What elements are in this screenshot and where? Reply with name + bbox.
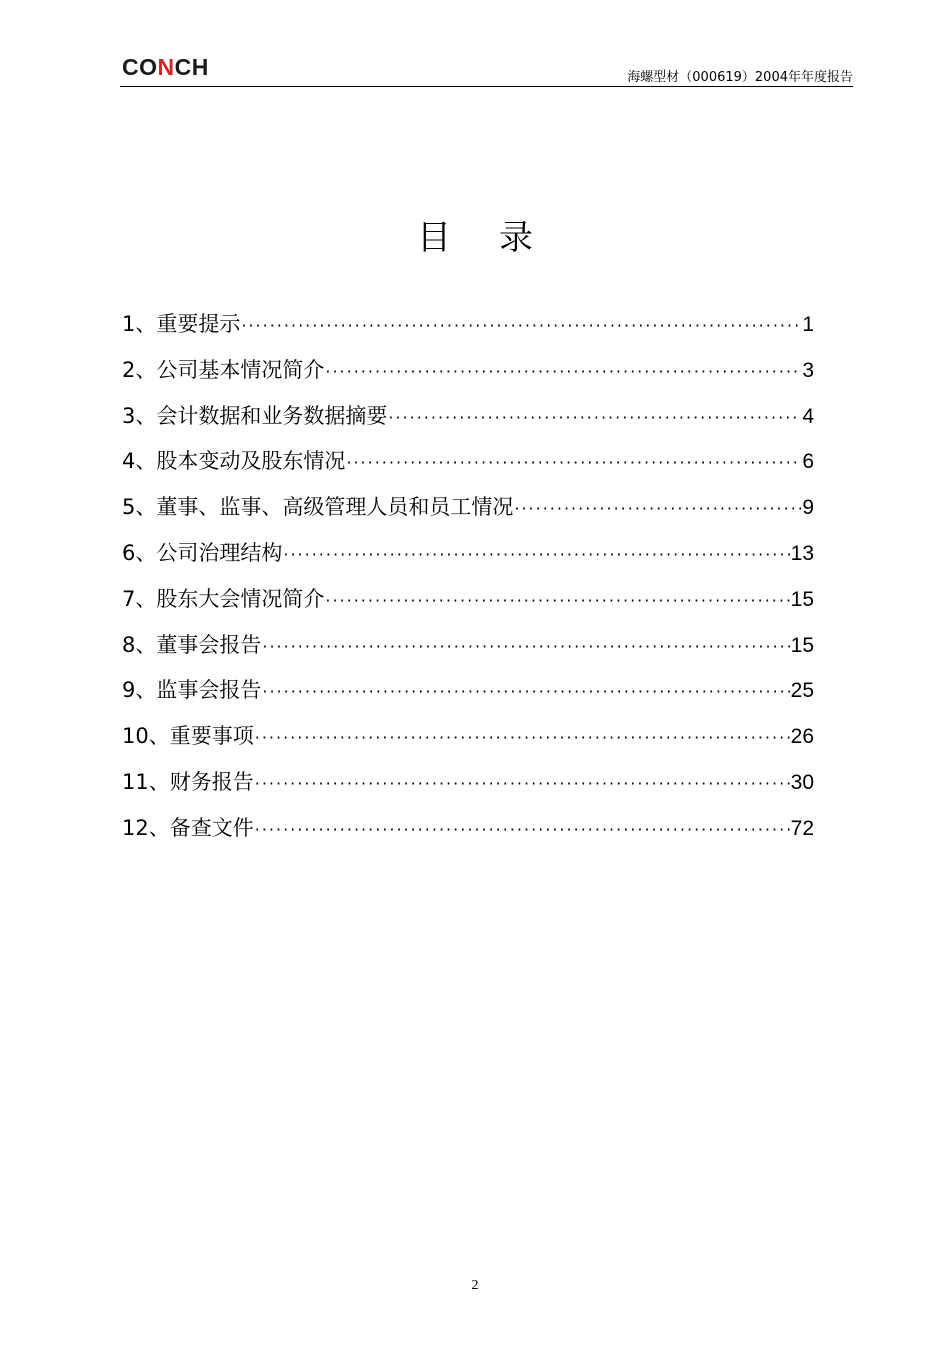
toc-entry[interactable] (122, 672, 814, 718)
toc-entry-page: 13 (790, 541, 814, 565)
toc-entry-page: 26 (790, 725, 814, 749)
toc-dot-leader (262, 674, 789, 710)
toc-entry-label: 5、董事、监事、高级管理人员和员工情况 (122, 495, 514, 520)
toc-entry-label: 7、股东大会情况简介 (122, 586, 325, 611)
toc-entry[interactable] (122, 581, 814, 627)
toc-entry[interactable] (122, 489, 814, 535)
toc-dot-leader (255, 812, 790, 848)
toc-dot-leader (346, 445, 801, 481)
toc-entry-page: 1 (802, 313, 814, 336)
toc-entry-label: 3、会计数据和业务数据摘要 (122, 403, 388, 428)
toc-entry-label: 1、重要提示 (122, 312, 241, 336)
toc-dot-leader (241, 308, 801, 344)
toc-dot-leader (325, 354, 801, 390)
table-of-contents (122, 306, 814, 856)
conch-logo (122, 54, 209, 81)
toc-entry[interactable] (122, 443, 814, 489)
page-number: 2 (471, 1278, 479, 1293)
toc-entry-label: 9、监事会报告 (122, 678, 262, 703)
toc-dot-leader (388, 400, 801, 436)
toc-entry-label: 11、财务报告 (122, 769, 254, 794)
toc-entry[interactable] (122, 718, 814, 764)
logo-text-suffix: CH (174, 54, 209, 80)
toc-dot-leader (283, 537, 789, 573)
toc-dot-leader (255, 720, 790, 756)
logo-text-accent: N (157, 54, 175, 80)
toc-entry[interactable] (122, 398, 814, 444)
toc-dot-leader (262, 629, 789, 665)
toc-entry-label: 10、重要事项 (122, 724, 254, 749)
toc-dot-leader (255, 766, 790, 802)
toc-entry-label: 12、备查文件 (122, 815, 254, 840)
toc-entry[interactable] (122, 627, 814, 673)
header-divider (120, 86, 853, 87)
toc-entry[interactable] (122, 306, 814, 352)
toc-entry[interactable] (122, 535, 814, 581)
report-header-title: 海螺型材（000619）2004年年度报告 (627, 70, 853, 85)
toc-title: 目录 (417, 218, 581, 258)
toc-entry-label: 8、董事会报告 (122, 632, 262, 657)
toc-entry-label: 2、公司基本情况简介 (122, 357, 325, 382)
toc-entry-page: 30 (790, 770, 814, 794)
toc-dot-leader (514, 491, 801, 527)
toc-entry-page: 3 (802, 358, 814, 382)
toc-entry-page: 72 (790, 816, 814, 840)
toc-entry-page: 9 (802, 496, 814, 520)
toc-entry[interactable] (122, 352, 814, 398)
toc-entry[interactable] (122, 810, 814, 856)
toc-entry-page: 15 (790, 633, 814, 657)
toc-dot-leader (325, 583, 789, 619)
toc-entry-page: 6 (802, 450, 814, 474)
toc-entry-page: 15 (790, 587, 814, 611)
toc-entry-label: 4、股本变动及股东情况 (122, 449, 346, 474)
toc-entry-page: 25 (790, 679, 814, 703)
toc-entry-page: 4 (802, 404, 814, 428)
logo-text-prefix: CO (122, 54, 158, 80)
toc-entry-label: 6、公司治理结构 (122, 540, 283, 565)
toc-entry[interactable] (122, 764, 814, 810)
